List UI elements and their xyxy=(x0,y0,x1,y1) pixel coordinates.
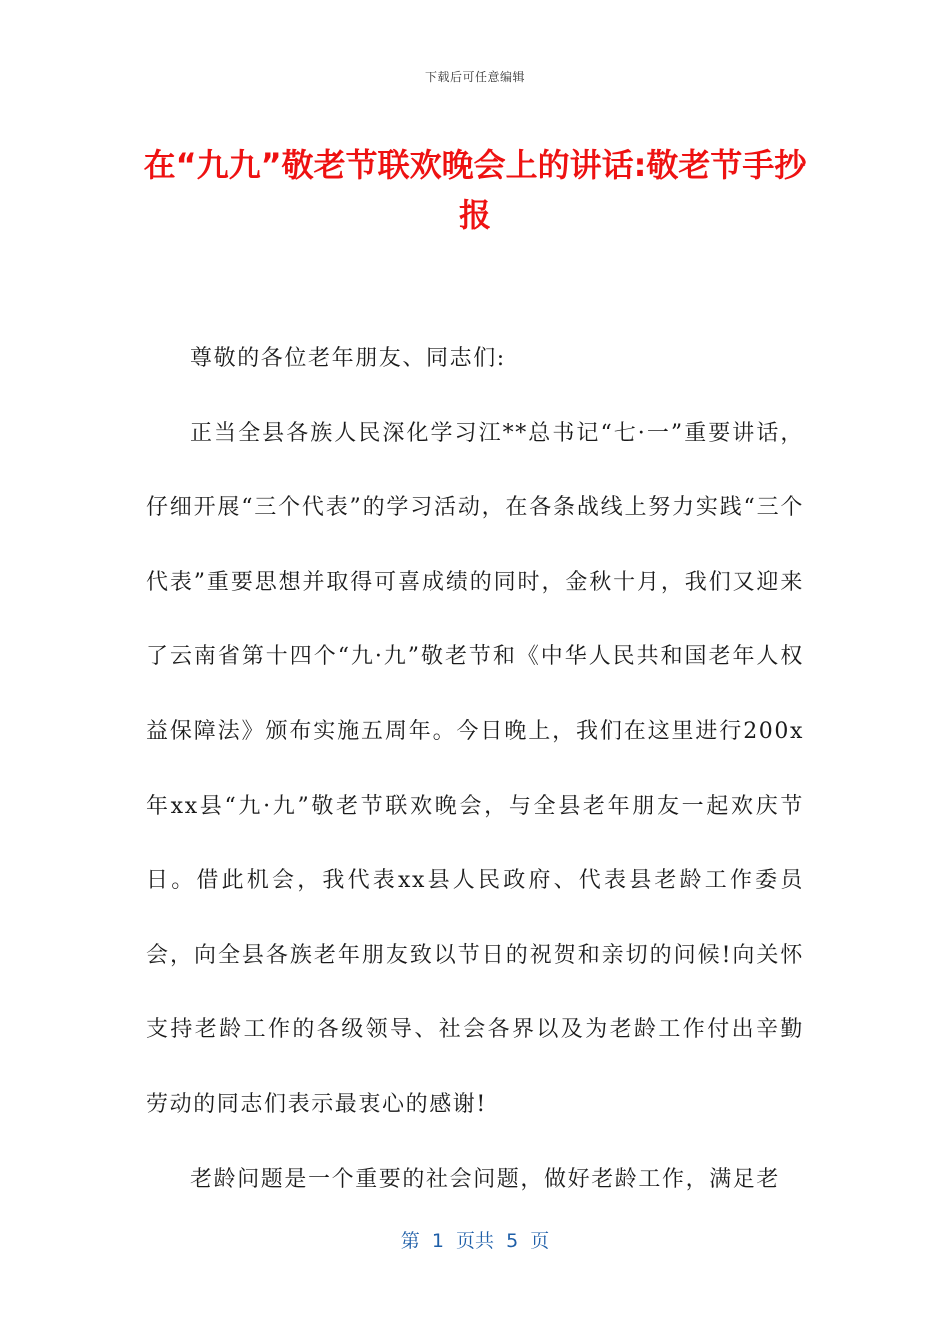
page-number-footer: 第 1 页共 5 页 xyxy=(400,1230,550,1252)
body-paragraph: 老龄问题是一个重要的社会问题，做好老龄工作，满足老 xyxy=(190,1166,781,1192)
body-paragraph: 正当全县各族人民深化学习江**总书记“七·一”重要讲话，仔细开展“三个代表”的学习活动，在各条战线上努力实践“三个代表”重要思想并取得可喜成绩的同时，金秋十月，我们又迎来了云南省第十四个“九·九”敬老节和《中华人民共和国老年人权益保障法》颁布实施五周年。今日晚上，我们在这里进行200x年xx县“九·九”敬老节联欢晚会，与全县老年朋友一起欢庆节日。借此机会，我代表xx县人民政府、代表县老龄工作委员会，向全县各族老年朋友致以节日的祝贺和亲切的问候!向关怀支持老龄工作的各级领导、社会各界以及为老龄工作付出辛勤劳动的同志们表示最衷心的感谢! xyxy=(146,420,804,1117)
salutation-paragraph: 尊敬的各位老年朋友、同志们: xyxy=(190,346,506,371)
header-note: 下载后可任意编辑 xyxy=(424,70,525,84)
document-title: 在“九九”敬老节联欢晚会上的讲话:敬老节手抄报 xyxy=(143,146,807,234)
document-body xyxy=(146,322,804,1217)
